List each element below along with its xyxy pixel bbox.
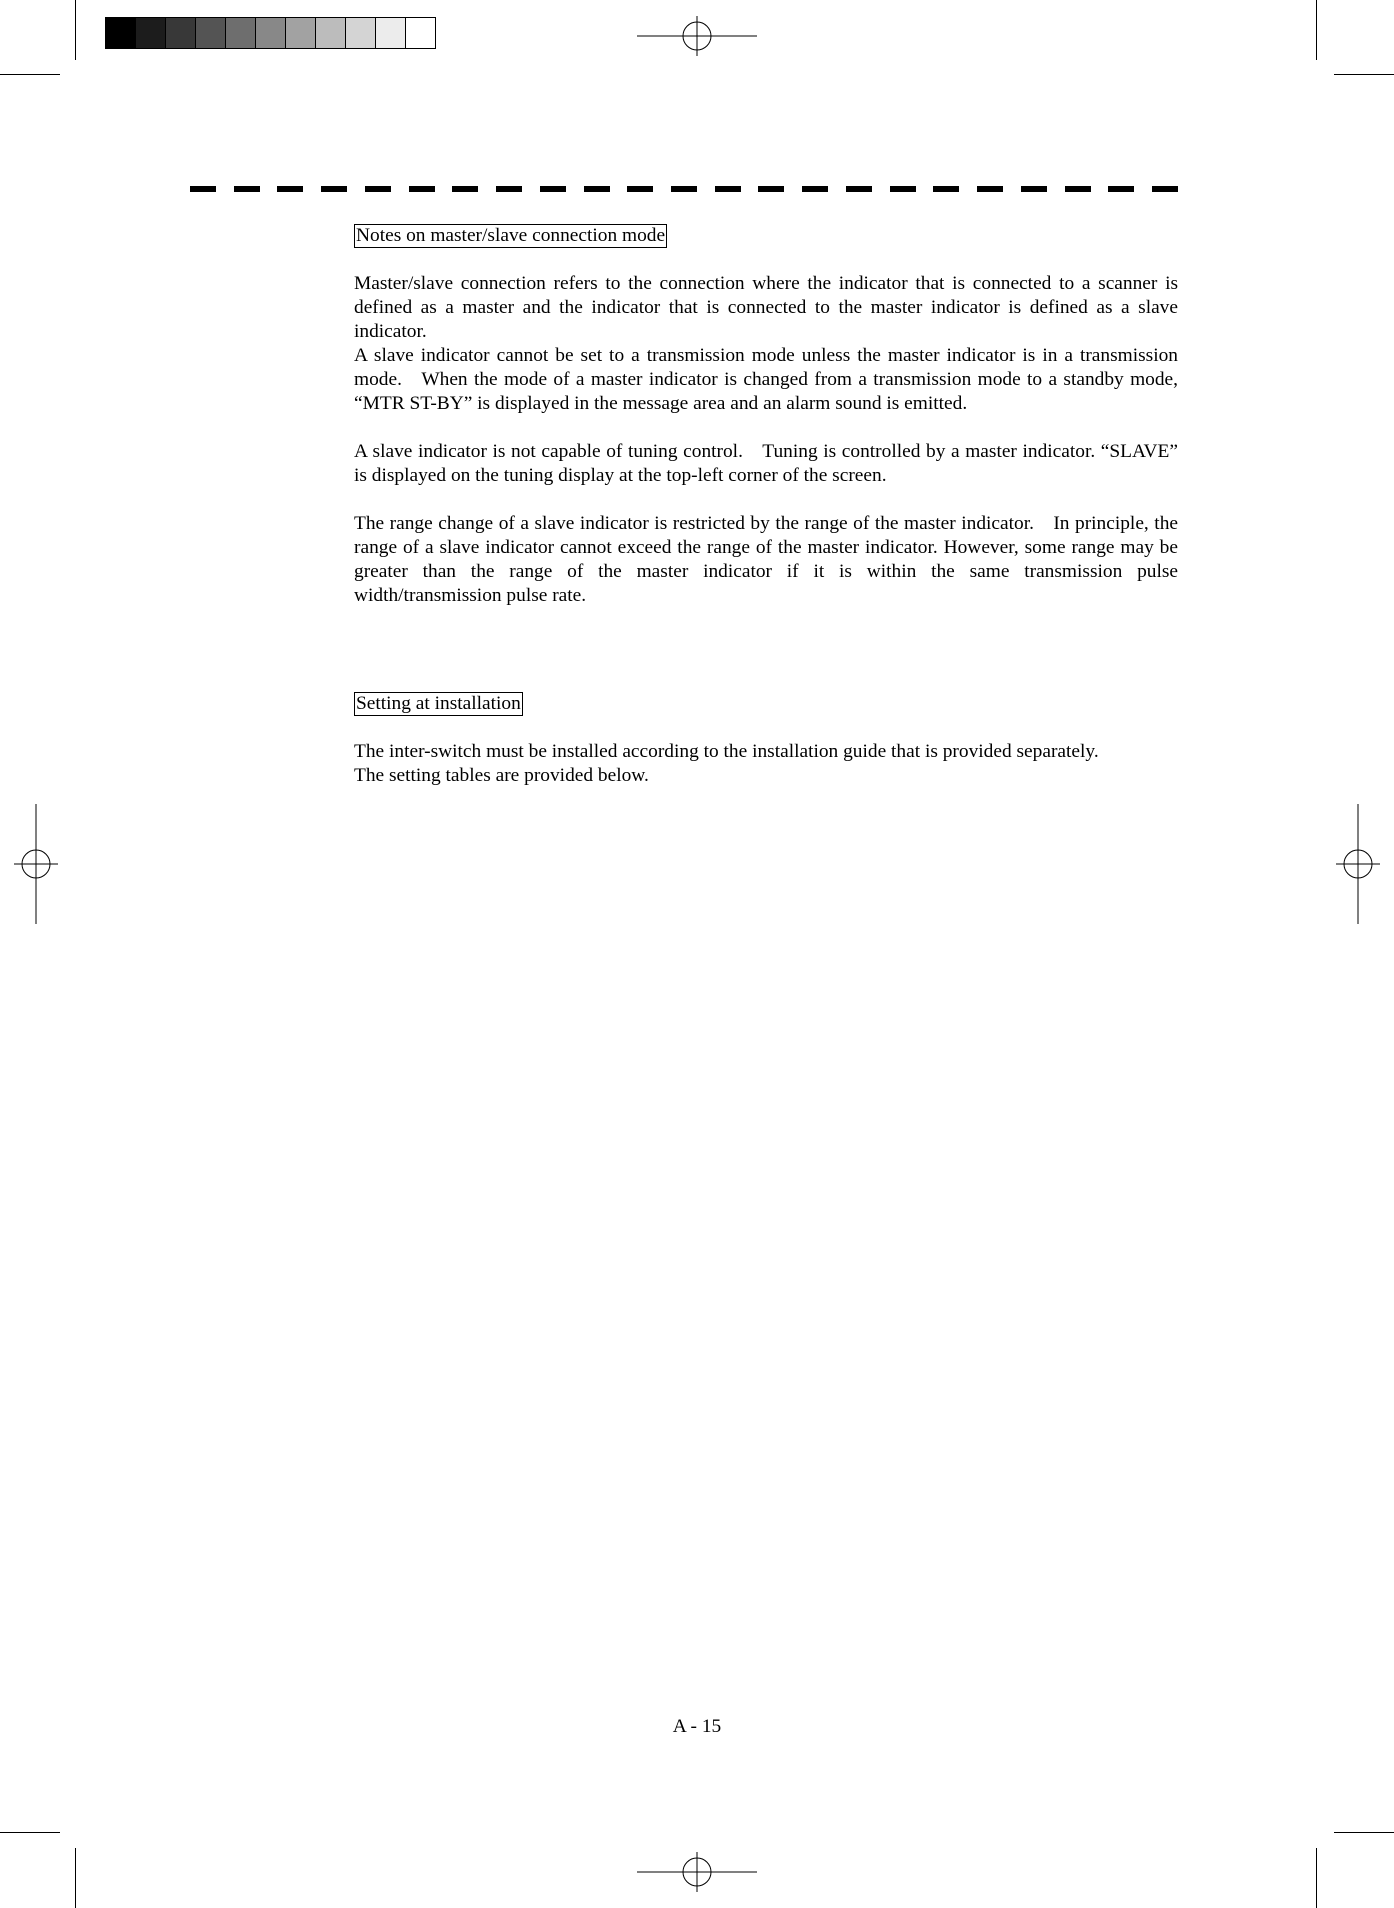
paragraph-range: The range change of a slave indicator is restricted by the range of the master indicator. In principle, the range of a slave indicator cannot exceed the range of the master indicator. However, some range may be greater than the range of the master indicator if it is within the same transmission pulse width/transmission pulse rate.	[354, 513, 1178, 606]
grayscale-swatch	[345, 18, 375, 48]
paragraph-definition: Master/slave connection refers to the connection where the indicator that is connected to a scanner is defined as a master and the indicator that is connected to the master indicator is defined as a slave indicator.	[354, 273, 1178, 342]
paragraph-tuning: A slave indicator is not capable of tuning control. Tuning is controlled by a master indicator. “SLAVE” is displayed on the tuning display at the top-left corner of the screen.	[354, 441, 1178, 486]
crop-mark-bottom-left	[0, 1832, 60, 1833]
dash-segment	[802, 186, 828, 192]
grayscale-swatch	[135, 18, 165, 48]
dash-segment	[234, 186, 260, 192]
dash-segment	[496, 186, 522, 192]
crop-mark-top-left	[0, 74, 60, 75]
section-heading-master-slave: Notes on master/slave connection mode	[356, 225, 666, 246]
grayscale-swatch	[225, 18, 255, 48]
grayscale-swatch	[106, 18, 135, 48]
grayscale-swatch	[195, 18, 225, 48]
grayscale-swatch	[315, 18, 345, 48]
registration-target-bottom	[637, 1852, 757, 1892]
grayscale-calibration-bar	[105, 17, 436, 49]
crop-mark-top-right	[1334, 74, 1394, 75]
dash-segment	[321, 186, 347, 192]
dashed-separator	[190, 186, 1178, 192]
dash-segment	[540, 186, 566, 192]
dash-segment	[365, 186, 391, 192]
dash-segment	[977, 186, 1003, 192]
crop-mark-bottom-right	[1334, 1832, 1394, 1833]
page-content	[354, 224, 1178, 788]
grayscale-swatch	[255, 18, 285, 48]
grayscale-swatch	[375, 18, 405, 48]
grayscale-swatch	[285, 18, 315, 48]
registration-target-right	[1336, 804, 1380, 924]
dash-segment	[933, 186, 959, 192]
dash-segment	[409, 186, 435, 192]
dash-segment	[190, 186, 216, 192]
paragraph-transmission-mode: A slave indicator cannot be set to a transmission mode unless the master indicator is in a transmission mode. When the mode of a master indicator is changed from a transmission mode to a standby mode, “MTR ST-BY” is displayed in the message area and an alarm sound is emitted.	[354, 345, 1178, 414]
page-number: A - 15	[672, 1716, 722, 1737]
dash-segment	[671, 186, 697, 192]
registration-target-left	[14, 804, 58, 924]
crop-mark-bottom-left	[75, 1848, 76, 1908]
dash-segment	[846, 186, 872, 192]
grayscale-swatch	[165, 18, 195, 48]
dash-segment	[1021, 186, 1047, 192]
dash-segment	[584, 186, 610, 192]
dash-segment	[627, 186, 653, 192]
dash-segment	[1065, 186, 1091, 192]
dash-segment	[1152, 186, 1178, 192]
crop-mark-top-left	[75, 0, 76, 60]
crop-mark-bottom-right	[1316, 1848, 1317, 1908]
crop-mark-top-right	[1316, 0, 1317, 60]
dash-segment	[277, 186, 303, 192]
dash-segment	[890, 186, 916, 192]
registration-target-top	[637, 16, 757, 56]
section-heading-installation: Setting at installation	[356, 693, 521, 714]
dash-segment	[452, 186, 478, 192]
dash-segment	[715, 186, 741, 192]
paragraph-setting-tables: The setting tables are provided below.	[354, 765, 649, 786]
paragraph-inter-switch: The inter-switch must be installed according to the installation guide that is provided separately.	[354, 741, 1099, 762]
grayscale-swatch	[405, 18, 435, 48]
dash-segment	[758, 186, 784, 192]
dash-segment	[1108, 186, 1134, 192]
